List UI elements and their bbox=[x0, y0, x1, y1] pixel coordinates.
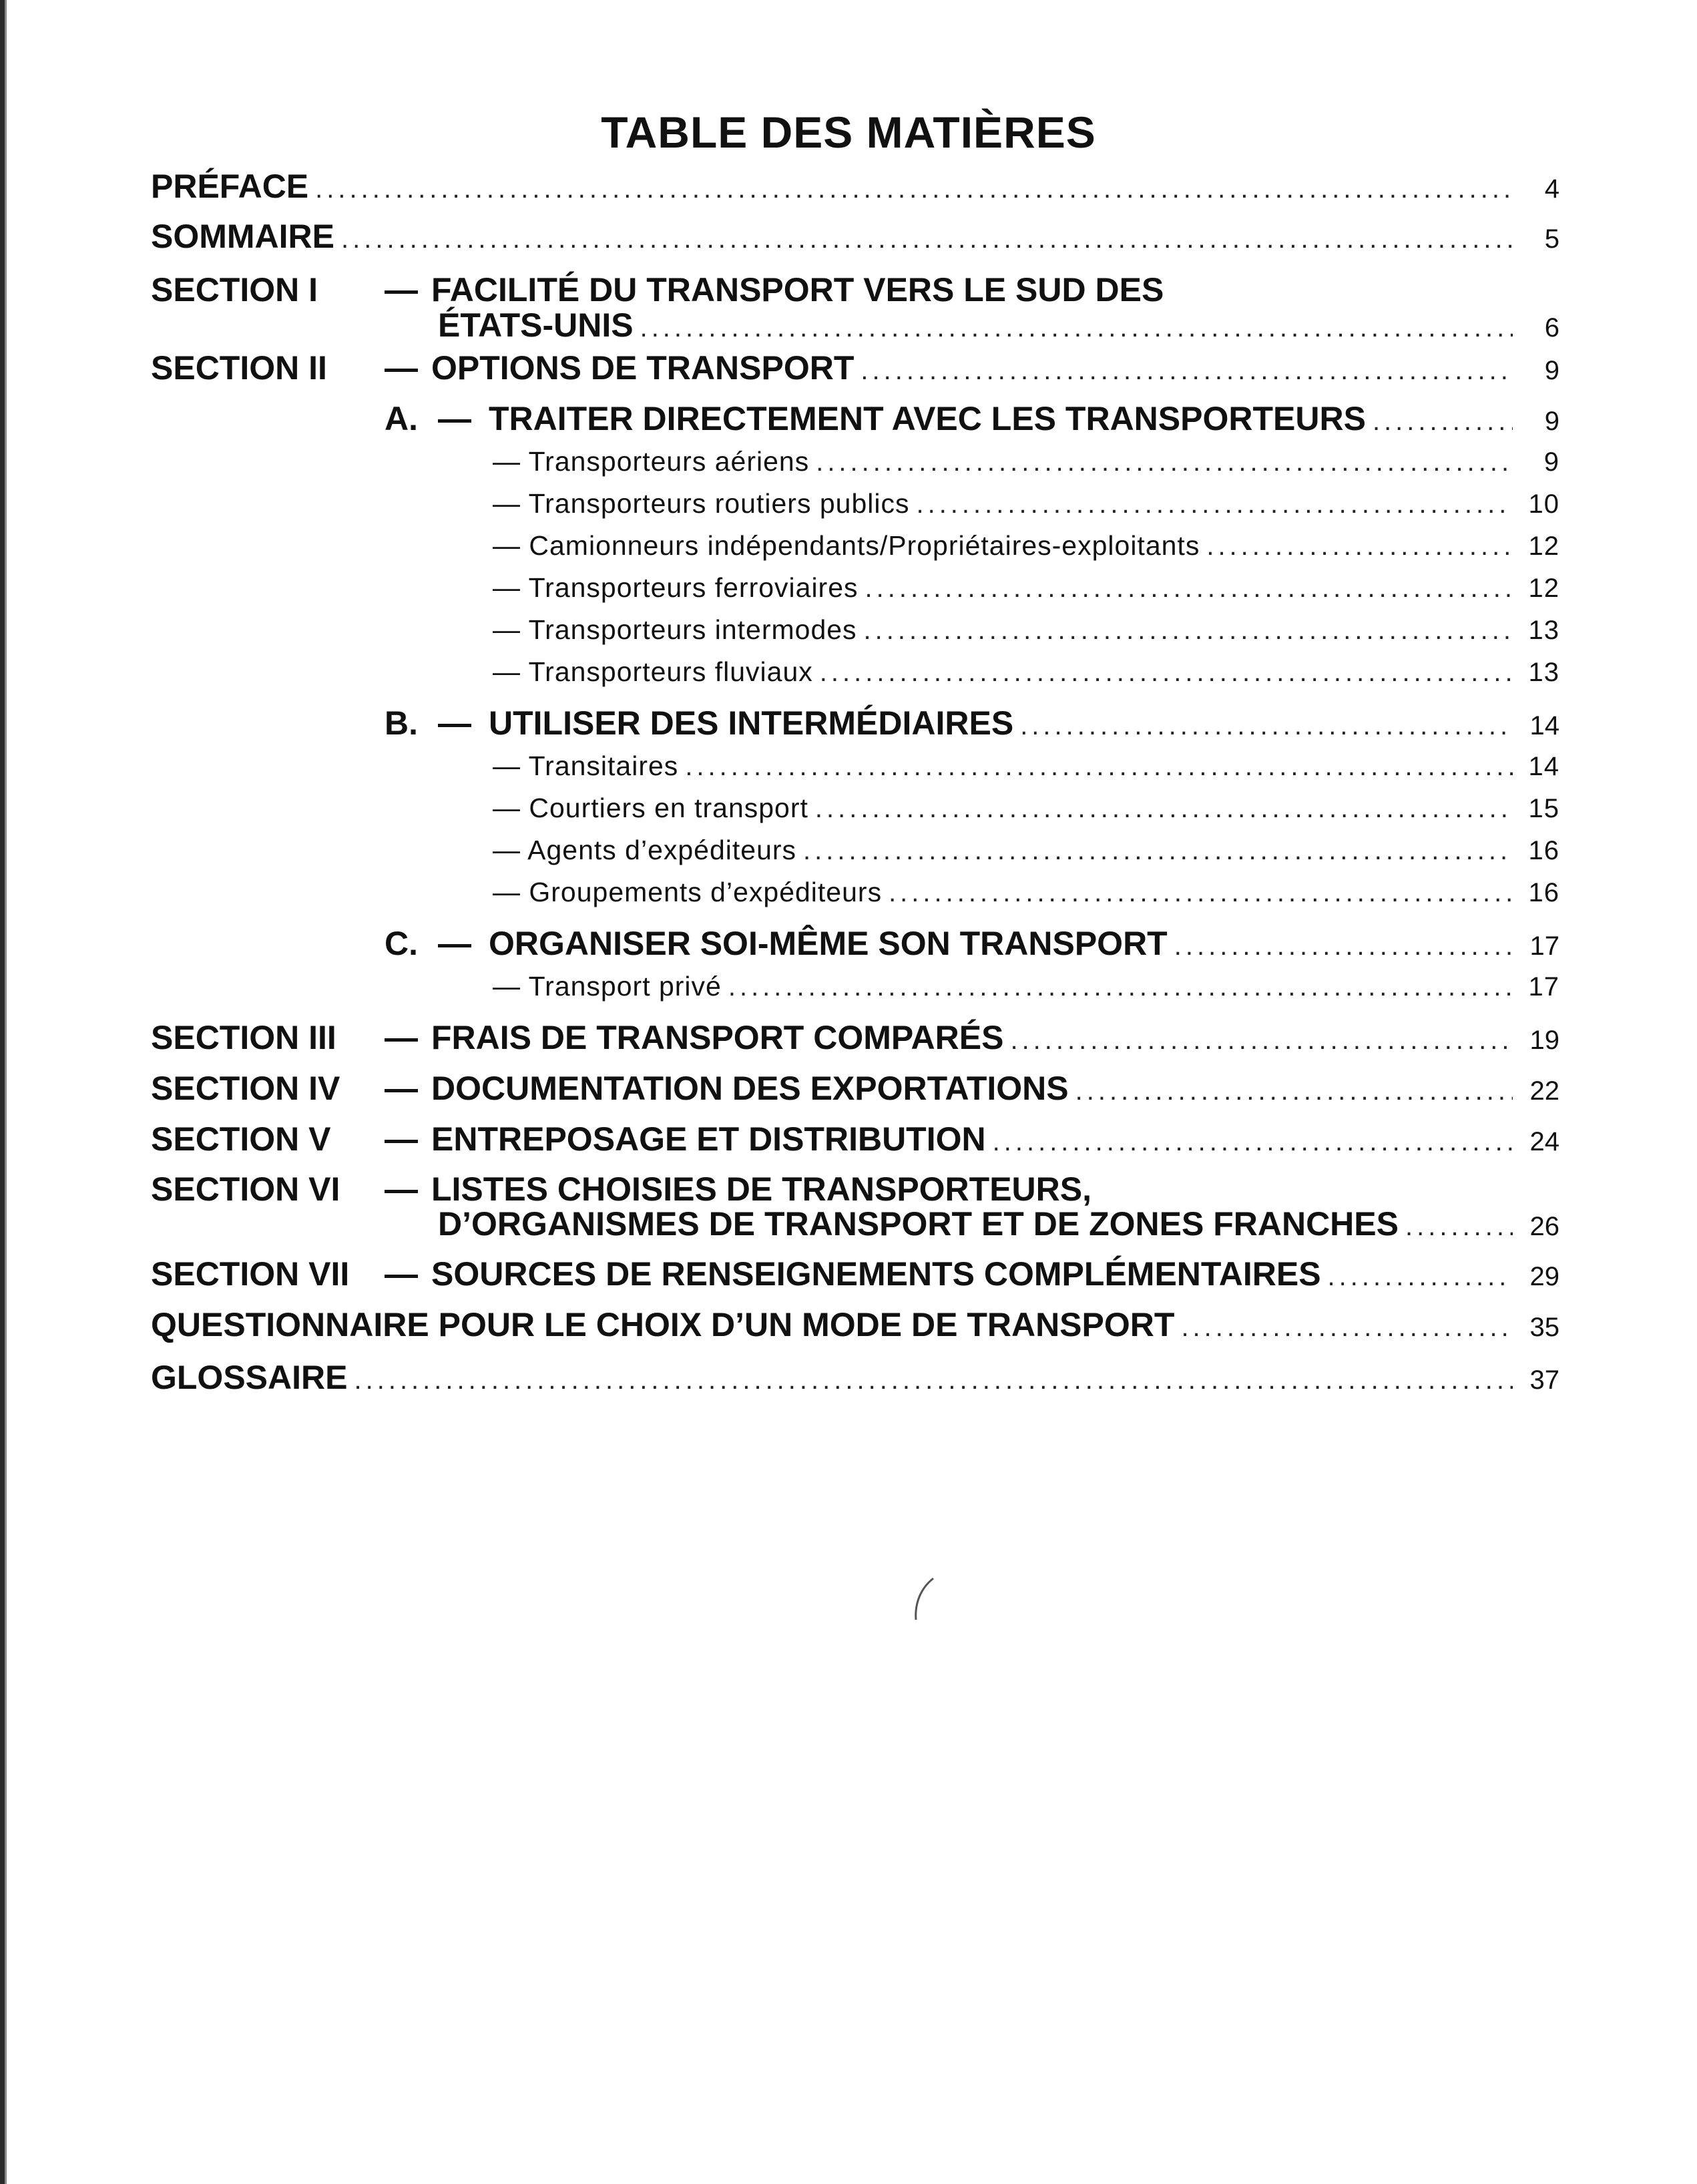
em-dash: — bbox=[385, 1170, 418, 1208]
toc-title-continued: ÉTATS-UNIS bbox=[438, 306, 634, 344]
toc-entry-section-3 bbox=[151, 1018, 1559, 1057]
page-title: TABLE DES MATIÈRES bbox=[601, 107, 1096, 157]
toc-subentry-label: — Transporteurs ferroviaires bbox=[493, 572, 859, 603]
dot-leader bbox=[865, 574, 1513, 604]
em-dash: — bbox=[385, 1070, 418, 1107]
dot-leader bbox=[728, 972, 1513, 1002]
stray-pen-mark bbox=[908, 1576, 941, 1629]
toc-page-number: 12 bbox=[1528, 574, 1559, 603]
toc-entry-questionnaire bbox=[151, 1305, 1559, 1344]
dot-leader bbox=[1328, 1262, 1513, 1292]
toc-page-number: 16 bbox=[1528, 878, 1559, 907]
dot-leader bbox=[685, 752, 1513, 782]
toc-page-number: 9 bbox=[1544, 356, 1559, 385]
dot-leader bbox=[993, 1127, 1513, 1157]
toc-label: SOMMAIRE bbox=[151, 218, 334, 255]
toc-entry-sommaire bbox=[151, 217, 1559, 256]
toc-entry-section-2c bbox=[385, 924, 1559, 963]
toc-title: LISTES CHOISIES DE TRANSPORTEURS, bbox=[431, 1170, 1092, 1208]
toc-page-number: 16 bbox=[1528, 836, 1559, 865]
toc-subentry bbox=[493, 750, 1559, 782]
toc-title: ORGANISER SOI-MÊME SON TRANSPORT bbox=[489, 925, 1168, 962]
toc-entry-section-2b bbox=[385, 704, 1559, 742]
em-dash: — bbox=[385, 271, 418, 308]
toc-subentry-label: — Courtiers en transport bbox=[493, 793, 808, 823]
dot-leader bbox=[820, 658, 1513, 688]
em-dash: — bbox=[438, 704, 471, 742]
toc-subentry-label: — Transporteurs aériens bbox=[493, 446, 810, 477]
dot-leader bbox=[916, 489, 1513, 519]
toc-page-number: 19 bbox=[1529, 1026, 1559, 1055]
toc-subentry bbox=[493, 877, 1559, 908]
toc-subentry-label: — Camionneurs indépendants/Propriétaires-exploitants bbox=[493, 530, 1200, 561]
toc-title: FACILITÉ DU TRANSPORT VERS LE SUD DES bbox=[431, 271, 1164, 308]
toc-page-number: 37 bbox=[1529, 1365, 1559, 1395]
toc-entry-section-6-line2 bbox=[438, 1205, 1559, 1243]
toc-label: GLOSSAIRE bbox=[151, 1359, 348, 1396]
toc-entry-section-1-line2 bbox=[438, 306, 1559, 345]
em-dash: — bbox=[385, 349, 418, 387]
section-label: SECTION III bbox=[151, 1019, 336, 1056]
dot-leader bbox=[341, 224, 1513, 254]
dot-leader bbox=[1405, 1212, 1513, 1242]
dot-leader bbox=[861, 356, 1513, 386]
toc-entry-section-6-line1 bbox=[151, 1170, 1559, 1209]
em-dash: — bbox=[438, 925, 471, 962]
toc-subentry-label: — Agents d’expéditeurs bbox=[493, 835, 797, 865]
em-dash: — bbox=[385, 1120, 418, 1158]
toc-page-number: 13 bbox=[1528, 658, 1559, 687]
toc-page-number: 13 bbox=[1528, 616, 1559, 645]
section-label: SECTION VII bbox=[151, 1255, 350, 1293]
toc-subentry bbox=[493, 572, 1559, 604]
toc-subentry bbox=[493, 971, 1559, 1002]
toc-page-number: 35 bbox=[1529, 1313, 1559, 1342]
toc-entry-preface bbox=[151, 167, 1559, 206]
em-dash: — bbox=[438, 400, 471, 437]
toc-title: TRAITER DIRECTEMENT AVEC LES TRANSPORTEURS bbox=[489, 400, 1366, 437]
toc-page-number: 22 bbox=[1529, 1076, 1559, 1106]
toc-subentry bbox=[493, 835, 1559, 866]
toc-entry-glossaire bbox=[151, 1358, 1559, 1397]
toc-subentry bbox=[493, 530, 1559, 562]
toc-entry-section-2 bbox=[151, 349, 1559, 387]
toc-page-number: 4 bbox=[1544, 174, 1559, 204]
dot-leader bbox=[864, 616, 1513, 646]
toc-page-number: 14 bbox=[1529, 711, 1559, 740]
dot-leader bbox=[803, 836, 1513, 866]
dot-leader bbox=[315, 174, 1513, 204]
section-label: SECTION VI bbox=[151, 1170, 340, 1208]
toc-label: QUESTIONNAIRE POUR LE CHOIX D’UN MODE DE TRANSPORT bbox=[151, 1306, 1175, 1343]
section-label: SECTION V bbox=[151, 1120, 331, 1158]
dot-leader bbox=[1010, 1026, 1513, 1056]
toc-page-number: 10 bbox=[1528, 489, 1559, 519]
subsection-letter: A. bbox=[385, 400, 418, 437]
toc-entry-section-4 bbox=[151, 1069, 1559, 1108]
toc-subentry bbox=[493, 446, 1559, 477]
toc-entry-section-1-line1 bbox=[151, 270, 1559, 309]
section-label: SECTION I bbox=[151, 271, 318, 308]
toc-page-number: 5 bbox=[1544, 224, 1559, 254]
dot-leader bbox=[640, 313, 1513, 343]
binding-edge-shadow bbox=[5, 0, 7, 2184]
toc-subentry-label: — Transitaires bbox=[493, 750, 679, 781]
toc-title-continued: D’ORGANISMES DE TRANSPORT ET DE ZONES FRANCHES bbox=[438, 1205, 1399, 1243]
toc-subentry bbox=[493, 614, 1559, 646]
toc-entry-section-2a bbox=[385, 399, 1559, 438]
toc-title: FRAIS DE TRANSPORT COMPARÉS bbox=[431, 1019, 1004, 1056]
toc-title: DOCUMENTATION DES EXPORTATIONS bbox=[431, 1070, 1069, 1107]
toc-title: ENTREPOSAGE ET DISTRIBUTION bbox=[431, 1120, 986, 1158]
section-label: SECTION II bbox=[151, 349, 327, 387]
subsection-letter: C. bbox=[385, 925, 418, 962]
binding-edge bbox=[0, 0, 5, 2184]
section-label: SECTION IV bbox=[151, 1070, 340, 1107]
toc-page-number: 9 bbox=[1544, 407, 1559, 436]
toc-subentry-label: — Transport privé bbox=[493, 971, 722, 1002]
toc-subentry-label: — Transporteurs fluviaux bbox=[493, 656, 813, 687]
toc-subentry bbox=[493, 656, 1559, 688]
toc-subentry-label: — Transporteurs routiers publics bbox=[493, 488, 910, 519]
subsection-letter: B. bbox=[385, 704, 418, 742]
toc-page-number: 6 bbox=[1544, 313, 1559, 343]
toc-title: UTILISER DES INTERMÉDIAIRES bbox=[489, 704, 1014, 742]
toc-page-number: 24 bbox=[1529, 1127, 1559, 1156]
toc-subentry bbox=[493, 488, 1559, 519]
toc-page-number: 17 bbox=[1529, 931, 1559, 961]
toc-page-number: 12 bbox=[1528, 531, 1559, 561]
dot-leader bbox=[1174, 931, 1513, 961]
toc-entry-section-5 bbox=[151, 1120, 1559, 1158]
toc-title: SOURCES DE RENSEIGNEMENTS COMPLÉMENTAIRES bbox=[431, 1255, 1321, 1293]
dot-leader bbox=[1020, 711, 1513, 741]
dot-leader bbox=[1206, 531, 1513, 562]
em-dash: — bbox=[385, 1255, 418, 1293]
dot-leader bbox=[354, 1365, 1513, 1395]
dot-leader bbox=[1075, 1076, 1513, 1106]
toc-page-number: 29 bbox=[1529, 1262, 1559, 1291]
toc-page-number: 15 bbox=[1528, 794, 1559, 823]
dot-leader bbox=[815, 794, 1513, 824]
toc-subentry-label: — Groupements d’expéditeurs bbox=[493, 877, 883, 907]
dot-leader bbox=[816, 447, 1513, 477]
dot-leader bbox=[889, 878, 1513, 908]
toc-subentry-label: — Transporteurs intermodes bbox=[493, 614, 857, 645]
toc-page-number: 26 bbox=[1529, 1212, 1559, 1241]
toc-subentry bbox=[493, 793, 1559, 824]
toc-label: PRÉFACE bbox=[151, 168, 309, 205]
dot-leader bbox=[1373, 407, 1513, 437]
toc-page-number: 9 bbox=[1543, 447, 1559, 477]
toc-page-number: 14 bbox=[1528, 752, 1559, 781]
toc-entry-section-7 bbox=[151, 1255, 1559, 1293]
toc-page-number: 17 bbox=[1528, 972, 1559, 1002]
em-dash: — bbox=[385, 1019, 418, 1056]
dot-leader bbox=[1181, 1313, 1513, 1343]
toc-title: OPTIONS DE TRANSPORT bbox=[431, 349, 855, 387]
